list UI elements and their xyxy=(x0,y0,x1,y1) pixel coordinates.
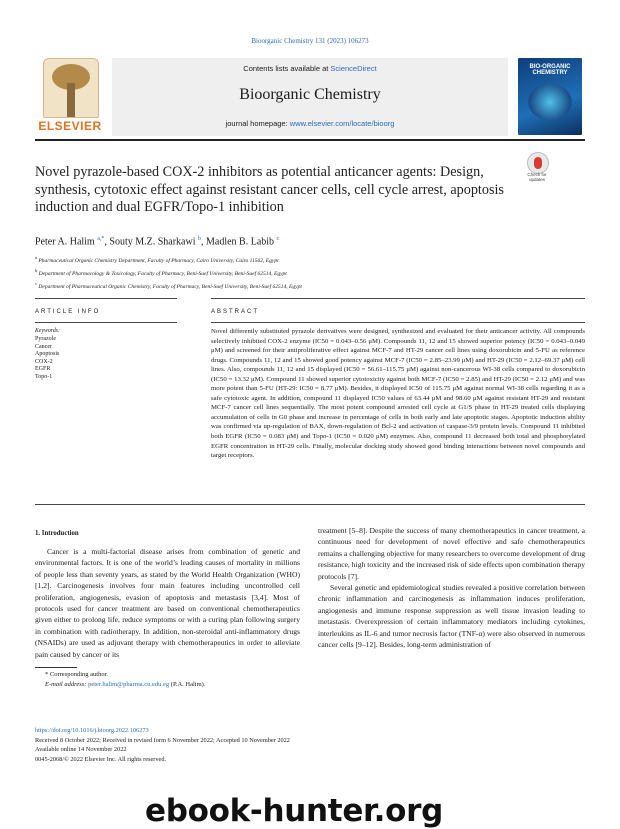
masthead-divider xyxy=(35,139,585,141)
elsevier-logo[interactable] xyxy=(35,58,105,133)
article-info-heading: ARTICLE INFO xyxy=(35,309,101,315)
abstract-heading: ABSTRACT xyxy=(211,309,260,315)
keyword-item: Pyrazole xyxy=(35,336,56,342)
author-list: Peter A. Halim $^{a,*}$, Souty M.Z. Sharkawi $^b$, Madlen B. Labib $^c$ xyxy=(35,236,280,248)
doi-link[interactable]: https://doi.org/10.1016/j.bioorg.2022.106273 xyxy=(35,727,149,734)
sciencedirect-link[interactable]: ScienceDirect xyxy=(330,64,377,73)
affiliation-item xyxy=(35,253,575,266)
contents-prefix: Contents lists available at xyxy=(243,64,331,73)
author-name[interactable]: Madlen B. Labib xyxy=(206,236,275,248)
paragraph: Several genetic and epidemiological studies revealed a positive correlation between chronic inflammation and carcinogenesis as inflammation induces proliferation, angiogenesis and immune response suppression as well tissue invasion leading to metastasis. Overexpression of certain inflammatory mediators including cytokines, interleukins as IL-6 and tumor necrosis factor (TNF-α) were also observed in numerous cancer cells [9–12]. Besides, long-term administration of xyxy=(318,583,585,650)
journal-citation-link[interactable]: Bioorganic Chemistry 131 (2023) 106273 xyxy=(251,37,369,45)
abstract-bottom-rule xyxy=(211,322,585,323)
homepage-line xyxy=(112,119,508,128)
keyword-item: Apoptosis xyxy=(35,351,60,358)
section-divider xyxy=(35,504,585,505)
journal-title: Bioorganic Chemistry xyxy=(239,86,381,103)
affiliation-item xyxy=(35,279,575,292)
author-affiliation-marker[interactable]: a,* xyxy=(97,236,105,242)
keyword-item: EGFR xyxy=(35,366,51,373)
received-dates: Received 8 October 2022; Received in revised form 6 November 2022; Accepted 10 November 2022 xyxy=(35,736,290,744)
author-name[interactable]: Peter A. Halim xyxy=(35,236,95,248)
author-name[interactable]: Souty M.Z. Sharkawi xyxy=(109,236,196,248)
keyword-item: COX-2 xyxy=(35,358,53,365)
footnote-rule xyxy=(35,667,77,668)
introduction-left-column: Cancer is a multi-factorial disease arises from combination of genetic and environmental factors. It is one of the world’s leading causes of mortality in millions of people less than seventy years, as stated by the World Health Organization (WHO) [1,2]. Carcinogenesis involves four main features including uncontrolled cell proliferation, angiogenesis, evasion of apoptosis and metastasis [3,4]. Most of protocols used for cancer treatment are based on conventional chemotherapeutics given either to prolong life, reduce symptoms or with a curing plan following surgery in combination with radiotherapy. In addition, non-steroidal anti-inflammatory drugs (NSAIDs) are used as adjuvant therapy with chemotherapeutics in order to alleviate pain caused by cancer or its xyxy=(35,547,300,659)
author-affiliation-marker[interactable]: c xyxy=(276,236,280,242)
elsevier-tree-icon xyxy=(43,58,99,118)
publisher-name: ELSEVIER xyxy=(38,119,102,133)
available-online: Available online 14 November 2022 xyxy=(35,746,127,753)
abstract-top-rule xyxy=(211,298,585,299)
affiliation-text: Department of Pharmacology & Toxicology, Faculty of Pharmacy, Beni-Suef University, Beni-Suef 62514, Egypt xyxy=(38,270,287,277)
affiliation-marker: a xyxy=(35,255,38,260)
email-line xyxy=(45,680,205,690)
copyright-notice: 0045-2068/© 2022 Elsevier Inc. All rights reserved. xyxy=(35,755,167,763)
cover-title: BIO-ORGANIC CHEMISTRY xyxy=(529,64,571,77)
check-for-updates-label: Check for updates xyxy=(527,172,547,182)
contents-line xyxy=(112,64,508,73)
abstract-text: Novel differently substituted pyrazole derivatives were designed, synthesized and evaluated for their anticancer activity. All compounds selectively inhibited COX-2 enzyme (IC50 = 0.043–0.56 μM). Compounds 11, 12 and 15 showed superior potency (IC50 = 0.043–0.049 μM) and screened for their antiproliferative effect against MCF-7 and HT-29 cancer cell lines using doxorubicin and 5-FU as reference drugs. Compounds 11, 12 and 15 showed good potency against MCF-7 (IC50 = 2.85–23.99 μM) and HT-29 (IC50 = 2.12–69.37 μM) cell lines. Also, compounds 11, 12 and 15 displayed (IC50 = 56.61–115.75 μM) against non-cancerous WI-38 cells compared to doxorubicin (IC50 = 13.32 μM). Compound 11 showed superior cytotoxicity against both MCF-7 (IC50 = 2.85) and HT-29 (IC50 = 2.12 μM) and was more potent than 5-FU (HT-29: IC50 = 8.77 μM). Besides, it displayed IC50 of 115.75 μM against normal WI-38 cells regarding it as a safe cytotoxic agent. In addition, compound 11 displayed IC50 values of 63.44 μM and 98.60 μM against resistant HT-29 and resistant MCF-7 cancer cell lines sequentially. The most potent compound arrested cell cycle at G1/S phase in HT-29 treated cells displaying accumulation of cells in G0 phase and increase in percentage of cells in both early and late apoptotic stages. Apoptotic induction ability was confirmed via up-regulation of BAX, down-regulation of Bcl-2 and activation of caspase-3/9 protein levels. Compound 11 inhibited both EGFR (IC50 = 0.083 μM) and Topo-1 (IC50 = 0.020 μM) enzymes. Also, compound 11 decreased both total and phosphorylated EGFR concentration in HT-29 cells. Finally, molecular docking study showed good binding interactions between novel compounds and target receptors. xyxy=(211,328,585,460)
homepage-prefix: journal homepage: xyxy=(225,119,290,128)
article-info-bottom-rule xyxy=(35,322,177,323)
journal-homepage-link[interactable]: www.elsevier.com/locate/bioorg xyxy=(289,119,395,128)
affiliation-text: Department of Pharmaceutical Organic Chemistry, Faculty of Pharmacy, Beni-Suef University, Beni-Suef 62514, Egypt xyxy=(38,283,302,290)
article-info-top-rule xyxy=(35,298,177,299)
footnote xyxy=(45,670,205,690)
introduction-heading: 1. Introduction xyxy=(35,530,79,537)
email-suffix: (P.A. Halim). xyxy=(169,681,206,688)
watermark-text: ebook-hunter.org xyxy=(145,793,443,829)
keyword-list xyxy=(35,336,59,382)
introduction-right-column xyxy=(318,525,585,650)
paragraph: treatment [5–8]. Despite the success of many chemotherapeutics in cancer treatment, a continuous need for development of novel effective and safe chemotherapeutics remains a challenging objective for many researchers to overcome development of drug resistance, high toxicity and the increased risk of side effects upon combination therapy protocols [7]. xyxy=(318,526,585,581)
bookmark-icon xyxy=(527,152,549,174)
keywords-label: Keywords: xyxy=(35,328,60,334)
corresponding-author-note: * Corresponding author. xyxy=(45,671,109,678)
email-label: E-mail address: xyxy=(45,681,89,688)
email-link[interactable]: peter.halim@pharma.cu.edu.eg xyxy=(88,681,170,688)
journal-cover-image[interactable] xyxy=(518,58,582,135)
affiliation-item xyxy=(35,266,575,279)
author-affiliation-marker[interactable]: b xyxy=(198,236,201,242)
affiliation-marker: c xyxy=(35,280,38,286)
affiliations xyxy=(35,253,575,291)
affiliation-text: Pharmaceutical Organic Chemistry Department, Faculty of Pharmacy, Cairo University, Cairo 11562, Egypt xyxy=(38,257,279,264)
check-for-updates-button[interactable] xyxy=(524,152,550,186)
article-meta xyxy=(35,726,290,764)
keyword-item: Topo-1 xyxy=(35,373,53,380)
article-title: Novel pyrazole-based COX-2 inhibitors as potential anticancer agents: Design, synthesis, cytotoxic effect against resistant cancer cells, cell cycle arrest, apoptosis induction and dual EGFR/Topo-1 inhibition xyxy=(35,164,504,215)
affiliation-marker: b xyxy=(35,267,38,273)
keyword-item: Cancer xyxy=(35,343,52,350)
cover-art xyxy=(528,84,572,120)
